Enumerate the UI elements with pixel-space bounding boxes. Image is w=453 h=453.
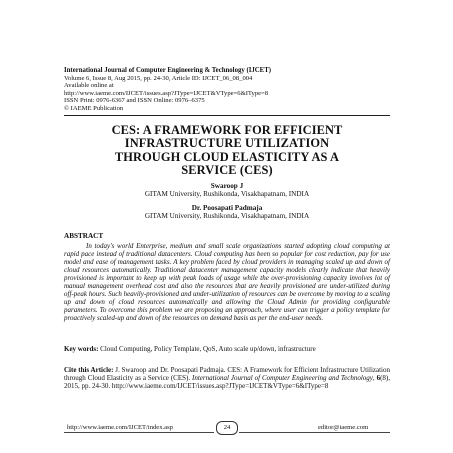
journal-issue-url[interactable]: http://www.iaeme.com/IJCET/issues.asp?JType=IJCET&VType=6&IType=8 [64,89,269,97]
available-online: Available online at [64,82,114,90]
footer-url[interactable]: http://www.iaeme.com/IJCET/index.asp [67,424,173,431]
author-name: Dr. Poosapati Padmaja [191,204,263,212]
citation-url[interactable]: http://www.iaeme.com/IJCET/issues.asp?JType=IJCET&VType=6&IType=8 [111,381,329,390]
author-block [64,182,390,199]
title-line: THROUGH CLOUD ELASTICITY AS A [114,149,340,164]
abstract-heading: ABSTRACT [64,232,104,240]
abstract-text: In today's world Enterprise, medium and small scale organizations started adopting cloud computing at rapid pace instead of traditional datacenters. Cloud computing has been so popular for cost reduction, pay for use model and ease of management tasks. A key problem faced by cloud providers in managing scaled up and down of cloud resources automatically. Traditional datacenter management capacity models clearly indicate that heavily provisioned is important to keep up with peak loads of usage while the over-provisioning capacity involves lot of manual management overhead cost and also the resources that are heavily provisioned are under-utilized during off-peak hours. Such heavily-provisioned and under-utilization of resources can be overcome by moving to a scaling up and down of cloud resources automatically and allowing the Cloud Admin for providing configurable parameters. To overcome this problem we are proposing an approach, where user can trigger a policy template for proactively scaled-up and down of the resources on demand basis as per the end-user needs. [64,242,390,322]
title-line: INFRASTRUCTURE UTILIZATION [124,136,330,151]
title-line: CES: A FRAMEWORK FOR EFFICIENT [111,123,343,137]
footer-rule-left [64,432,214,433]
citation-label: Cite this Article: [64,366,114,374]
author-affiliation: GITAM University, Rushikonda, Visakhapatnam, INDIA [144,212,310,221]
page-number: 24 [216,421,238,435]
citation-text: J. Swaroop and Dr. Poosapati Padmaja. CES: A Framework for Efficient Infrastructure Utilization through Cloud Elasticity as a Service (CES). [64,366,390,382]
journal-name: International Journal of Computer Engineering & Technology (IJCET) [64,67,272,74]
keywords-label: Key words: [64,345,99,353]
author-block [64,204,390,221]
keywords-text: Cloud Computing, Policy Template, QoS, Auto scale up/down, infrastructure [100,345,316,353]
author-affiliation: GITAM University, Rushikonda, Visakhapatnam, INDIA [144,190,310,199]
keywords-block [64,346,390,354]
journal-header [64,67,394,113]
footer-email[interactable]: editor@iaeme.com [318,424,369,431]
issn-line: ISSN Print: 0976-6367 and ISSN Online: 0976–6375 [64,97,205,105]
citation-block: Cite this Article: J. Swaroop and Dr. Poosapati Padmaja. CES: A Framework for Efficient Infrastructure Utilization through Cloud Elasticity as a Service (CES). International Journal of Computer Engineering and Technology, 6(8), 2015, pp. 24-30. http://www.iaeme.com/IJCET/issues.asp?JType=IJCET&VType=6&IType=8 [64,366,391,390]
citation-pages: (8), 2015, pp. 24-30. [64,373,391,390]
abstract-body [64,243,390,323]
volume-line: Volume 6, Issue 8, Aug 2015, pp. 24-30, Article ID: IJCET_06_08_004 [64,74,253,82]
footer-rule-right [239,432,390,433]
header-rule [64,115,390,116]
copyright-line: © IAEME Publication [64,104,124,112]
citation-volume: 6 [376,373,381,382]
author-name: Swaroop J [210,182,244,190]
citation-journal: International Journal of Computer Engineering and Technology [192,373,373,382]
paper-title [64,124,390,178]
title-line: SERVICE (CES) [181,163,273,178]
